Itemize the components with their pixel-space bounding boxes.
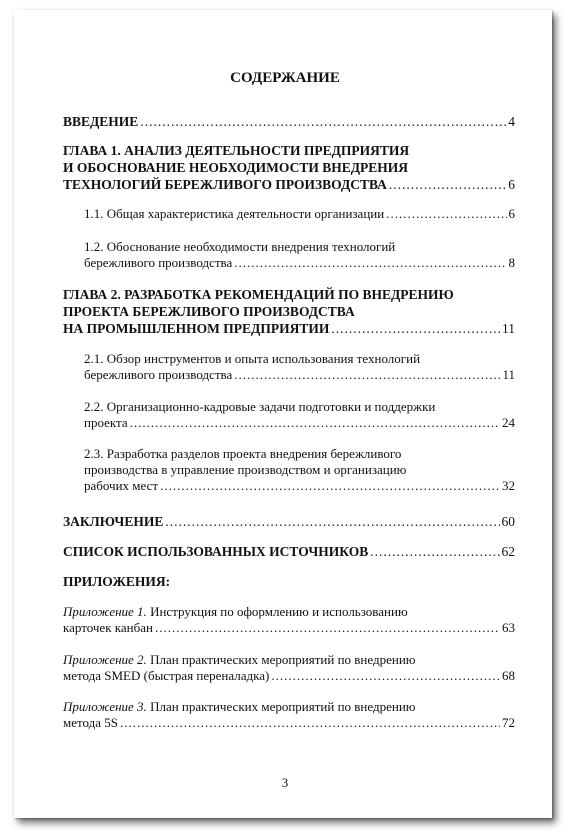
appendices-heading	[63, 573, 515, 590]
toc-entry-text: 1.2. Обоснование необходимости внедрения технологий	[84, 239, 396, 254]
toc-page-number: 60	[501, 514, 515, 529]
dot-leader	[120, 715, 500, 731]
toc-entry-section-2-2[interactable]	[63, 399, 515, 431]
dot-leader	[165, 513, 499, 530]
dot-leader	[331, 320, 500, 337]
toc-page-number: 8	[508, 255, 515, 270]
toc-page-number: 4	[508, 114, 515, 129]
toc-entry-text: проекта	[84, 415, 128, 430]
toc-entry-section-1-2[interactable]	[63, 239, 515, 271]
dot-leader	[130, 415, 500, 431]
toc-page-number: 63	[502, 620, 515, 635]
toc-page-number: 24	[502, 415, 515, 430]
toc-entry-text: ГЛАВА 1. АНАЛИЗ ДЕЯТЕЛЬНОСТИ ПРЕДПРИЯТИЯ	[63, 143, 410, 158]
toc-page-number: 11	[502, 321, 515, 336]
toc-entry-text: План практических мероприятий по внедрению	[146, 699, 416, 714]
appendix-label: Приложение 2.	[63, 652, 147, 667]
toc-entry-chapter-2[interactable]	[63, 286, 515, 337]
toc-entry-text: производства в управление производством и организацию	[84, 462, 407, 477]
page-number: 3	[281, 775, 289, 790]
toc-entry-text: бережливого производства	[84, 255, 233, 270]
toc-entry-text: 2.2. Организационно-кадровые задачи подготовки и поддержки	[84, 399, 436, 414]
page-title: СОДЕРЖАНИЕ	[230, 70, 340, 86]
dot-leader	[155, 620, 500, 636]
appendix-label: Приложение 3.	[63, 699, 147, 714]
dot-leader	[140, 113, 506, 130]
toc-page-number: 68	[502, 668, 515, 683]
toc-entry-section-2-3[interactable]	[63, 446, 515, 494]
toc-page-number: 62	[501, 544, 515, 559]
appendices-heading-text: ПРИЛОЖЕНИЯ:	[63, 574, 171, 589]
toc-entry-appendix-3[interactable]	[63, 699, 515, 731]
toc-entry-text: бережливого производства	[84, 367, 233, 382]
toc-entry-text: ЗАКЛЮЧЕНИЕ	[63, 514, 164, 529]
dot-leader	[386, 206, 506, 222]
dot-leader	[234, 367, 500, 383]
toc-entry-text: 2.1. Обзор инструментов и опыта использования технологий	[84, 351, 421, 366]
toc-entry-text: 1.1. Общая характеристика деятельности организации	[84, 206, 385, 221]
toc-entry-text: рабочих мест	[84, 478, 159, 493]
toc-entry-text: План практических мероприятий по внедрению	[146, 652, 416, 667]
toc-entry-text: НА ПРОМЫШЛЕННОМ ПРЕДПРИЯТИИ	[63, 321, 330, 336]
toc-entry-chapter-1[interactable]	[63, 142, 515, 193]
toc-page-number: 6	[508, 206, 515, 221]
toc-entry-text: И ОБОСНОВАНИЕ НЕОБХОДИМОСТИ ВНЕДРЕНИЯ	[63, 160, 409, 175]
toc-entry-text: СПИСОК ИСПОЛЬЗОВАННЫХ ИСТОЧНИКОВ	[63, 544, 369, 559]
toc-entry-conclusion[interactable]	[63, 513, 515, 530]
dot-leader	[370, 543, 499, 560]
toc-entry-text: ТЕХНОЛОГИЙ БЕРЕЖЛИВОГО ПРОИЗВОДСТВА	[63, 177, 387, 192]
toc-entry-text: ГЛАВА 2. РАЗРАБОТКА РЕКОМЕНДАЦИЙ ПО ВНЕДРЕНИЮ	[63, 287, 454, 302]
toc-entry-appendix-2[interactable]	[63, 652, 515, 684]
toc-entry-text: метода 5S	[63, 715, 118, 730]
dot-leader	[389, 176, 506, 193]
dot-leader	[160, 478, 500, 494]
toc-entry-text: ПРОЕКТА БЕРЕЖЛИВОГО ПРОИЗВОДСТВА	[63, 304, 355, 319]
toc-entry-section-1-1[interactable]	[63, 206, 515, 222]
toc-entry-appendix-1[interactable]	[63, 604, 515, 636]
dot-leader	[234, 255, 506, 271]
toc-page-number: 6	[508, 177, 515, 192]
toc-entry-text: Инструкция по оформлению и использованию	[146, 604, 408, 619]
dot-leader	[271, 668, 500, 684]
toc-entry-text: метода SMED (быстрая переналадка)	[63, 668, 270, 683]
toc-page-number: 72	[502, 715, 515, 730]
toc-entry-intro[interactable]	[63, 113, 515, 130]
toc-entry-sources[interactable]	[63, 543, 515, 560]
appendix-label: Приложение 1.	[63, 604, 147, 619]
toc-entry-text: 2.3. Разработка разделов проекта внедрения бережливого	[84, 446, 402, 461]
toc-page-number: 11	[502, 367, 515, 382]
toc-entry-text: карточек канбан	[63, 620, 153, 635]
toc-entry-text: ВВЕДЕНИЕ	[63, 114, 139, 129]
toc-page-number: 32	[502, 478, 515, 493]
toc-entry-section-2-1[interactable]	[63, 351, 515, 383]
